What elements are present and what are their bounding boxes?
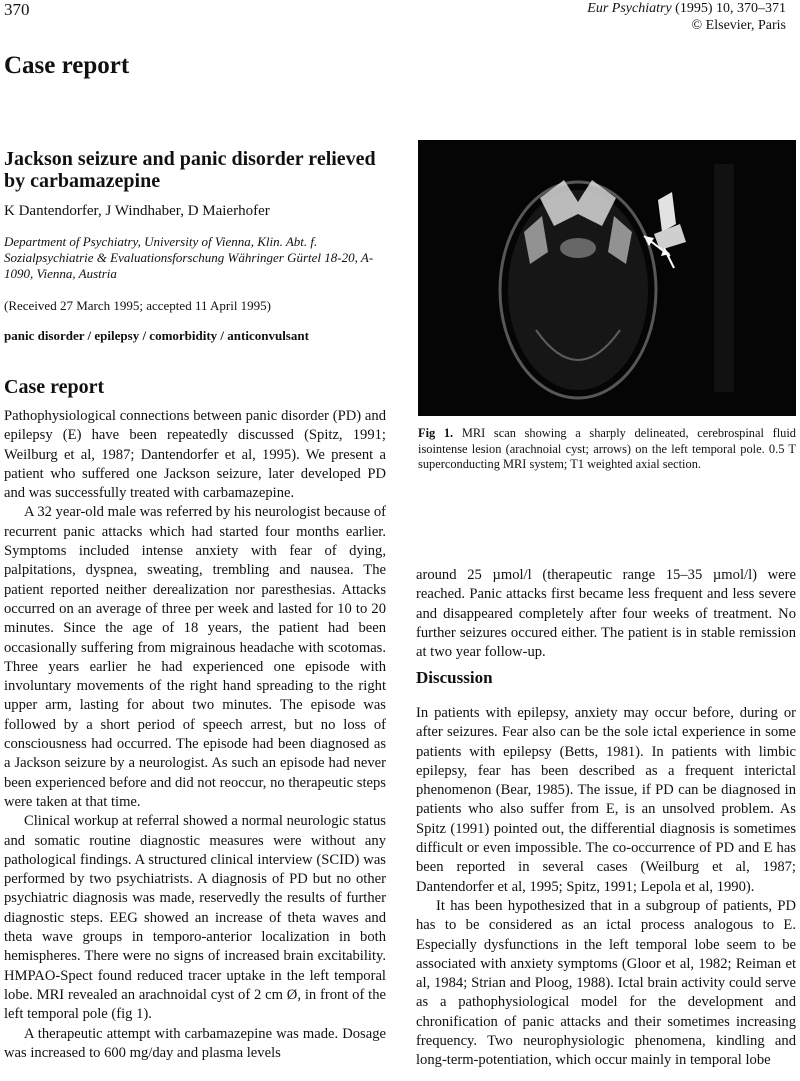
figure-caption [418, 426, 796, 473]
journal-citation [587, 0, 786, 34]
section-label: Case report [4, 52, 130, 79]
case-report-continuation [416, 566, 796, 662]
body-paragraph: around 25 µmol/l (therapeutic range 15–35 µmol/l) were reached. Panic attacks first became less frequent and less severe and disappeared completely after four weeks of treatment. No further seizures occured either. The patient is in stable remission at two year follow-up. [416, 567, 796, 661]
body-paragraph: A 32 year-old male was referred by his neurologist because of recurrent panic attacks which had started four months earlier. Symptoms included intense anxiety with fear of dying, palpitations, dyspnea, sweating, trembling and nausea. The patient reported neither derealization nor paresthesias. Attacks occurred on an average of three per week and lasted for 10 to 20 minutes. Since the age of 18 years, the patient had been occasionally suffering from migrainous headache with scotomas. Three years earlier he had experienced one episode with involuntary movements of the right hand spreading to the right upper arm, lasting for about two minutes. The episode was followed by a short period of speech arrest, but no loss of consciousness had occurred. The episode had been diagnosed as a Jackson seizure by a neurologist. As such an episode had never been experienced before and did not reoccur, no therapeutic steps were taken at that time. [4, 504, 386, 810]
affiliation: Department of Psychiatry, University of Vienna, Klin. Abt. f. Sozialpsychiatrie & Evaluationsforschung Währinger Gürtel 18-20, A-1090, Vienna, Austria [4, 234, 374, 281]
body-paragraph: In patients with epilepsy, anxiety may occur before, during or after seizures. Fear also can be the sole ictal experience in some patients with epilepsy (Betts, 1981). In patients with limbic epilepsy, fear has been described as a frequent interictal phenomenon (Bear, 1985). The issue, if PD can be diagnosed in patients who also suffer from E, is an unsolved problem. As Spitz (1991) pointed out, the differential diagnosis is sometimes difficult or even impossible. The co-occurrence of PD and E has been reported in several cases (Weilburg et al, 1987; Dantendorfer et al, 1995; Spitz, 1991; Lepola et al, 1990). [416, 705, 796, 895]
body-paragraph: It has been hypothesized that in a subgroup of patients, PD has to be considered as an ictal process analogous to E. Especially dysfunctions in the left temporal lobe seem to be associated with anxiety symptoms (Gloor et al, 1982; Reiman et al, 1984; Strian and Ploog, 1988). Ictal brain activity could serve as a pathophysiological model for the development and chronification of panic attacks and their sometimes increasing frequency. Two neurophysiologic phenomena, kindling and long-term-potentiation, which occur mainly in temporal lobe [416, 897, 796, 1069]
body-paragraph: Pathophysiological connections between panic disorder (PD) and epilepsy (E) have been repeatedly discussed (Spitz, 1991; Weilburg et al, 1987; Dantendorfer et al, 1995). We present a patient who suffered one Jackson seizure, later developed PD and was successfully treated with carbamazepine. [4, 408, 386, 502]
keywords: panic disorder / epilepsy / comorbidity / anticonvulsant [4, 328, 309, 343]
case-report-heading: Case report [4, 376, 105, 398]
publisher: © Elsevier, Paris [691, 18, 786, 33]
discussion-heading: Discussion [416, 668, 493, 687]
journal-name: Eur Psychiatry [587, 1, 672, 16]
mri-scan-image [418, 140, 796, 416]
journal-details: (1995) 10, 370–371 [675, 1, 786, 16]
page-number: 370 [4, 0, 30, 19]
discussion-body [416, 704, 796, 1071]
received-dates: (Received 27 March 1995; accepted 11 April 1995) [4, 298, 272, 313]
author-list: K Dantendorfer, J Windhaber, D Maierhofer [4, 203, 270, 219]
figure-label: Fig 1. [418, 426, 454, 440]
figure-caption-text: MRI scan showing a sharply delineated, cerebrospinal fluid isointense lesion (arachnoial cyst; arrows) on the left temporal pole. 0.5 T superconducting MRI system; T1 weighted axial section. [418, 426, 796, 472]
case-report-body [4, 407, 386, 1063]
article-title: Jackson seizure and panic disorder relieved by carbamazepine [4, 148, 376, 192]
body-paragraph: A therapeutic attempt with carbamazepine was made. Dosage was increased to 600 mg/day and plasma levels [4, 1025, 386, 1061]
body-paragraph: Clinical workup at referral showed a normal neurologic status and somatic routine diagnostic measures were without any pathological findings. A structured clinical interview (SCID) was performed by two psychiatrists. A diagnosis of PD but no other psychiatric diagnosis was made, reservedly the results of further diagnostic steps. EEG showed an increase of theta waves and theta wave groups in temporo-anterior localization in both hemispheres. There were no signs of increased brain excitability. HMPAO-Spect found reduced tracer uptake in the left temporal lobe. MRI revealed an arachnoidal cyst of 2 cm Ø, in front of the left temporal pole (fig 1). [4, 813, 386, 1023]
mri-figure [418, 140, 796, 416]
